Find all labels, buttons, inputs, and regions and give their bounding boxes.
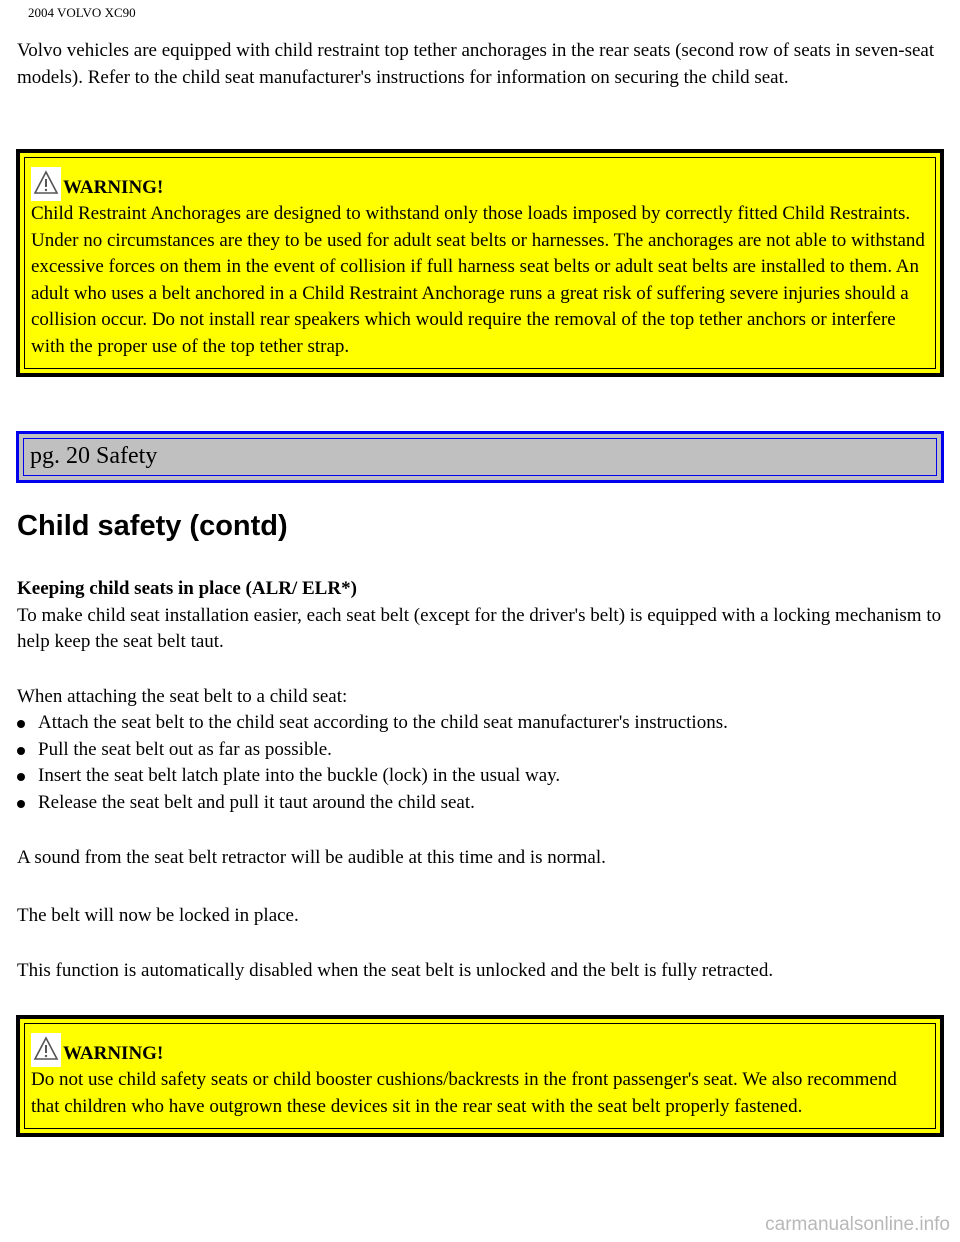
document-header-title: 2004 VOLVO XC90 [28,5,136,20]
warning-box-front-seat [16,1015,944,1137]
warning-triangle-icon [31,167,61,201]
bullet-icon [17,773,25,781]
list-item-text: Attach the seat belt to the child seat according to the child seat manufacturer's instructions. [38,712,728,733]
warning-box-tether [16,149,944,377]
warning-heading: WARNING! [63,176,164,198]
locked-paragraph: The belt will now be locked in place. [17,905,299,926]
bullet-icon [17,747,25,755]
disabled-paragraph: This function is automatically disabled when the seat belt is unlocked and the belt is fully retracted. [17,960,774,981]
section-title: Child safety (contd) [17,510,288,542]
list-item-text: Pull the seat belt out as far as possible. [38,738,332,760]
list-item [17,710,728,737]
list-item [17,737,728,764]
subsection-text: To make child seat installation easier, each seat belt (except for the driver's belt) is equipped with a locking mechanism to help keep the seat belt taut. [17,604,942,652]
subsection-block [17,576,943,656]
footer-watermark: carmanualsonline.info [765,1214,950,1235]
bullet-icon [17,720,25,728]
warning-box-inner [24,1023,936,1129]
warning-heading-row [31,1033,929,1067]
page-section-label: pg. 20 Safety [23,438,937,476]
list-item-text: Release the seat belt and pull it taut around the child seat. [38,791,475,813]
list-intro-paragraph: When attaching the seat belt to a child seat: [17,686,348,707]
warning-triangle-icon [31,1033,61,1067]
list-item [17,790,728,817]
warning-heading-row [31,167,929,201]
bullet-icon [17,800,25,808]
warning-box-inner [24,157,936,369]
warning-text: Do not use child safety seats or child booster cushions/backrests in the front passenger's seat. We also recommend that children who have outgrown these devices sit in the rear seat with the seat belt properly fastened. [31,1069,897,1117]
list-item-text: Insert the seat belt latch plate into the buckle (lock) in the usual way. [38,765,561,786]
subsection-heading: Keeping child seats in place (ALR/ ELR*) [17,578,357,599]
warning-heading: WARNING! [63,1042,164,1064]
sound-paragraph: A sound from the seat belt retractor will be audible at this time and is normal. [17,847,606,868]
page-section-bar [16,431,944,483]
intro-paragraph: Volvo vehicles are equipped with child restraint top tether anchorages in the rear seats (second row of seats in seven-seat models). Refer to the child seat manufacturer's instructions for information on securing the child seat. [17,40,935,88]
list-item [17,763,728,790]
instruction-list [17,710,728,816]
warning-text: Child Restraint Anchorages are designed to withstand only those loads imposed by correctly fitted Child Restraints. Under no circumstances are they to be used for adult seat belts or harnesses. The anchorages are not able to withstand excessive forces on them in the event of collision if full harness seat belts or adult seat belts are installed to them. An adult who uses a belt anchored in a Child Restraint Anchorage runs a great risk of suffering severe injuries should a collision occur. Do not install rear speakers which would require the removal of the top tether anchors or interfere with the proper use of the top tether strap. [31,203,925,357]
